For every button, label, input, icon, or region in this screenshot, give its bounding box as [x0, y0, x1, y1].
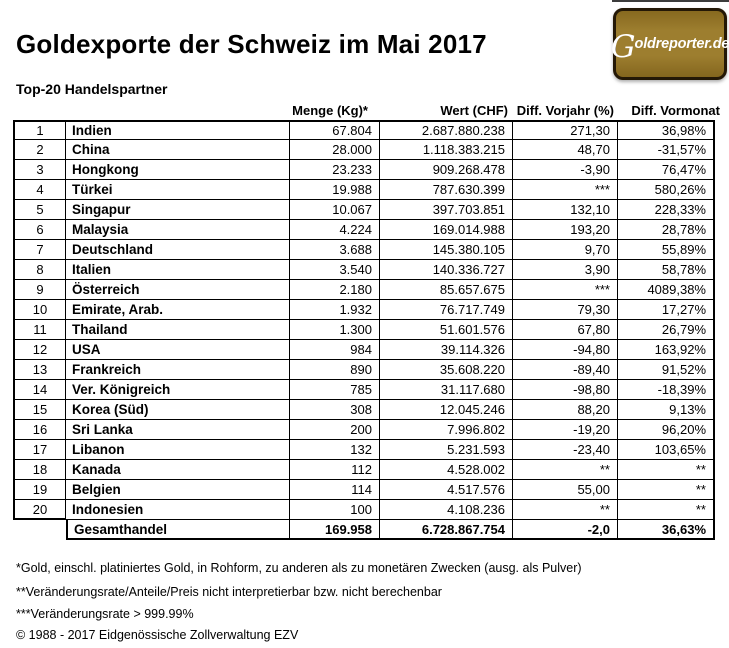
vorjahr-cell: ** — [513, 500, 618, 520]
vorjahr-cell: -19,20 — [513, 420, 618, 440]
rank-cell: 18 — [13, 460, 66, 480]
rank-cell: 11 — [13, 320, 66, 340]
vormonat-cell: 9,13% — [618, 400, 715, 420]
column-header-diff-vormonat: Diff. Vormonat — [631, 102, 720, 118]
menge-cell: 1.932 — [290, 300, 380, 320]
menge-cell: 23.233 — [290, 160, 380, 180]
footnote-double-asterisk: **Veränderungsrate/Anteile/Preis nicht interpretierbar bzw. nicht berechenbar — [16, 585, 442, 599]
rank-cell: 10 — [13, 300, 66, 320]
menge-cell: 132 — [290, 440, 380, 460]
rank-cell: 6 — [13, 220, 66, 240]
footnote-gold-definition: *Gold, einschl. platiniertes Gold, in Rohform, zu anderen als zu monetären Zwecken (ausg. als Pulver) — [16, 561, 582, 575]
menge-cell: 10.067 — [290, 200, 380, 220]
wert-cell: 51.601.576 — [380, 320, 513, 340]
wert-cell: 35.608.220 — [380, 360, 513, 380]
vormonat-cell: 17,27% — [618, 300, 715, 320]
country-cell: Kanada — [66, 460, 290, 480]
logo-frame-top-edge — [612, 0, 729, 2]
table-subtitle: Top-20 Handelspartner — [16, 81, 168, 97]
rank-cell: 9 — [13, 280, 66, 300]
menge-cell: 308 — [290, 400, 380, 420]
vormonat-cell: 228,33% — [618, 200, 715, 220]
country-cell: Hongkong — [66, 160, 290, 180]
copyright-line: © 1988 - 2017 Eidgenössische Zollverwaltung EZV — [16, 628, 299, 642]
country-cell: Türkei — [66, 180, 290, 200]
menge-cell: 984 — [290, 340, 380, 360]
vorjahr-cell: 55,00 — [513, 480, 618, 500]
column-header-menge: Menge (Kg)* — [292, 102, 368, 118]
vormonat-cell: ** — [618, 460, 715, 480]
wert-cell: 1.118.383.215 — [380, 140, 513, 160]
country-cell: Ver. Königreich — [66, 380, 290, 400]
vormonat-cell: 36,98% — [618, 120, 715, 140]
rank-cell: 4 — [13, 180, 66, 200]
country-cell: USA — [66, 340, 290, 360]
country-cell: Libanon — [66, 440, 290, 460]
vorjahr-cell: ** — [513, 460, 618, 480]
wert-cell: 12.045.246 — [380, 400, 513, 420]
rank-cell: 16 — [13, 420, 66, 440]
country-cell: Thailand — [66, 320, 290, 340]
menge-cell: 890 — [290, 360, 380, 380]
vormonat-cell: ** — [618, 480, 715, 500]
country-cell: Frankreich — [66, 360, 290, 380]
total-wert-cell: 6.728.867.754 — [380, 520, 513, 540]
rank-cell: 1 — [13, 120, 66, 140]
vormonat-cell: 76,47% — [618, 160, 715, 180]
vorjahr-cell: 3,90 — [513, 260, 618, 280]
rank-cell: 19 — [13, 480, 66, 500]
vorjahr-cell: -98,80 — [513, 380, 618, 400]
country-cell: Indien — [66, 120, 290, 140]
rank-cell: 7 — [13, 240, 66, 260]
wert-cell: 140.336.727 — [380, 260, 513, 280]
wert-cell: 5.231.593 — [380, 440, 513, 460]
total-country-cell: Gesamthandel — [66, 520, 290, 540]
vorjahr-cell: *** — [513, 180, 618, 200]
vorjahr-cell: *** — [513, 280, 618, 300]
menge-cell: 100 — [290, 500, 380, 520]
menge-cell: 200 — [290, 420, 380, 440]
wert-cell: 397.703.851 — [380, 200, 513, 220]
country-cell: China — [66, 140, 290, 160]
logo-initial-g: G — [610, 28, 636, 65]
country-cell: Singapur — [66, 200, 290, 220]
menge-cell: 1.300 — [290, 320, 380, 340]
vormonat-cell: 26,79% — [618, 320, 715, 340]
wert-cell: 145.380.105 — [380, 240, 513, 260]
vormonat-cell: 96,20% — [618, 420, 715, 440]
vorjahr-cell: 88,20 — [513, 400, 618, 420]
vormonat-cell: 103,65% — [618, 440, 715, 460]
rank-cell: 20 — [13, 500, 66, 520]
vormonat-cell: 58,78% — [618, 260, 715, 280]
rank-cell: 17 — [13, 440, 66, 460]
rank-cell: 5 — [13, 200, 66, 220]
menge-cell: 28.000 — [290, 140, 380, 160]
vormonat-cell: -31,57% — [618, 140, 715, 160]
vorjahr-cell: 67,80 — [513, 320, 618, 340]
wert-cell: 31.117.680 — [380, 380, 513, 400]
country-cell: Indonesien — [66, 500, 290, 520]
menge-cell: 785 — [290, 380, 380, 400]
country-cell: Sri Lanka — [66, 420, 290, 440]
menge-cell: 4.224 — [290, 220, 380, 240]
vormonat-cell: 55,89% — [618, 240, 715, 260]
wert-cell: 169.014.988 — [380, 220, 513, 240]
total-vorjahr-cell: -2,0 — [513, 520, 618, 540]
vormonat-cell: 163,92% — [618, 340, 715, 360]
menge-cell: 2.180 — [290, 280, 380, 300]
vormonat-cell: 91,52% — [618, 360, 715, 380]
page-title: Goldexporte der Schweiz im Mai 2017 — [16, 29, 487, 59]
rank-cell: 15 — [13, 400, 66, 420]
menge-cell: 112 — [290, 460, 380, 480]
wert-cell: 4.108.236 — [380, 500, 513, 520]
wert-cell: 7.996.802 — [380, 420, 513, 440]
total-menge-cell: 169.958 — [290, 520, 380, 540]
vormonat-cell: 4089,38% — [618, 280, 715, 300]
column-header-country-spacer — [66, 100, 290, 120]
column-header-wert: Wert (CHF) — [440, 102, 508, 118]
total-vormonat-cell: 36,63% — [618, 520, 715, 540]
footnote-triple-asterisk: ***Veränderungsrate > 999.99% — [16, 607, 194, 621]
trading-partners-table — [13, 120, 715, 540]
logo-wordmark: oldreporter.de — [634, 36, 729, 52]
country-cell: Korea (Süd) — [66, 400, 290, 420]
vormonat-cell: ** — [618, 500, 715, 520]
column-header-rank-spacer — [13, 100, 66, 120]
menge-cell: 67.804 — [290, 120, 380, 140]
wert-cell: 4.517.576 — [380, 480, 513, 500]
vorjahr-cell: 193,20 — [513, 220, 618, 240]
vorjahr-cell: 271,30 — [513, 120, 618, 140]
vormonat-cell: 580,26% — [618, 180, 715, 200]
menge-cell: 19.988 — [290, 180, 380, 200]
vorjahr-cell: -23,40 — [513, 440, 618, 460]
vorjahr-cell: 9,70 — [513, 240, 618, 260]
wert-cell: 85.657.675 — [380, 280, 513, 300]
rank-cell: 3 — [13, 160, 66, 180]
rank-cell: 12 — [13, 340, 66, 360]
menge-cell: 114 — [290, 480, 380, 500]
wert-cell: 76.717.749 — [380, 300, 513, 320]
country-cell: Italien — [66, 260, 290, 280]
country-cell: Malaysia — [66, 220, 290, 240]
vorjahr-cell: -89,40 — [513, 360, 618, 380]
rank-cell: 13 — [13, 360, 66, 380]
vorjahr-cell: -94,80 — [513, 340, 618, 360]
rank-cell: 2 — [13, 140, 66, 160]
rank-cell: 8 — [13, 260, 66, 280]
wert-cell: 909.268.478 — [380, 160, 513, 180]
vormonat-cell: -18,39% — [618, 380, 715, 400]
vorjahr-cell: 48,70 — [513, 140, 618, 160]
country-cell: Emirate, Arab. — [66, 300, 290, 320]
column-header-diff-vorjahr: Diff. Vorjahr (%) — [516, 102, 614, 118]
country-cell: Deutschland — [66, 240, 290, 260]
wert-cell: 4.528.002 — [380, 460, 513, 480]
rank-cell: 14 — [13, 380, 66, 400]
menge-cell: 3.688 — [290, 240, 380, 260]
goldreporter-logo — [610, 8, 729, 80]
vorjahr-cell: 79,30 — [513, 300, 618, 320]
total-rank-cell — [13, 520, 66, 540]
vorjahr-cell: -3,90 — [513, 160, 618, 180]
vormonat-cell: 28,78% — [618, 220, 715, 240]
country-cell: Belgien — [66, 480, 290, 500]
vorjahr-cell: 132,10 — [513, 200, 618, 220]
table-column-headers — [13, 100, 720, 120]
wert-cell: 39.114.326 — [380, 340, 513, 360]
wert-cell: 2.687.880.238 — [380, 120, 513, 140]
menge-cell: 3.540 — [290, 260, 380, 280]
wert-cell: 787.630.399 — [380, 180, 513, 200]
country-cell: Österreich — [66, 280, 290, 300]
